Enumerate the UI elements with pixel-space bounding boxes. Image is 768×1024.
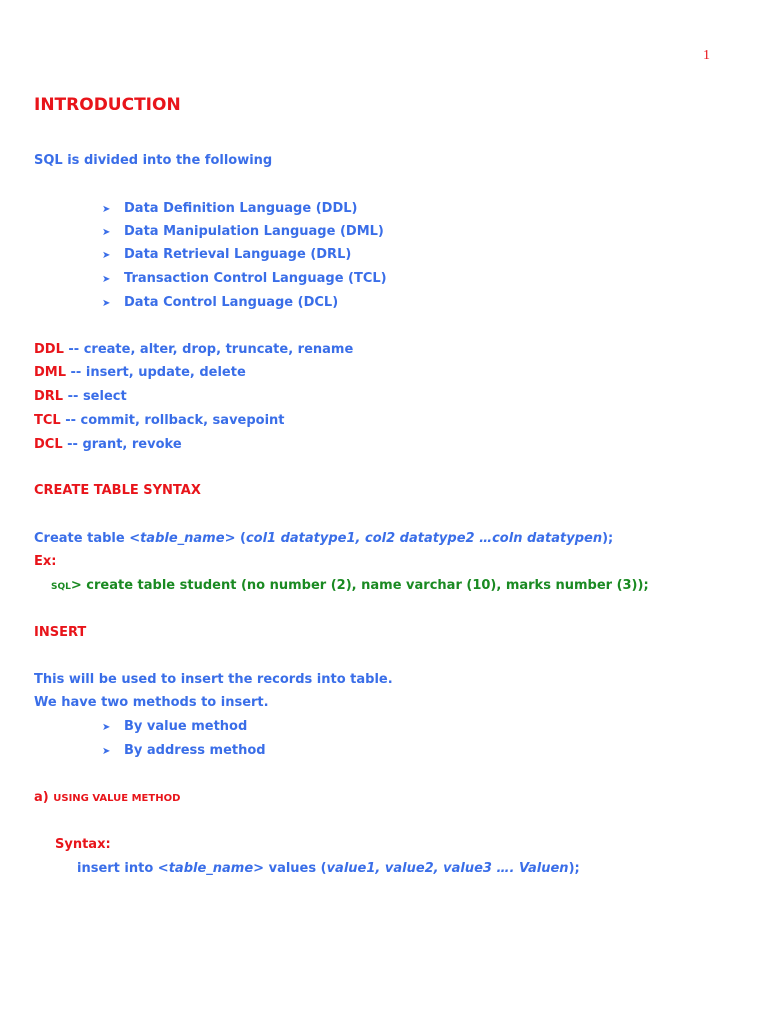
arrowhead-bullet-icon: ➤ [102,250,111,261]
intro-text: SQL is divided into the following [34,153,273,168]
syntax-placeholder: table_name [140,531,225,546]
insert-description-1: This will be used to insert the records into table. [34,672,393,687]
command-separator: -- [60,413,81,428]
syntax-text: Create table < [34,531,141,546]
command-separator: -- [66,365,86,380]
syntax-text: > values ( [253,861,327,876]
command-row [34,389,127,404]
language-item [102,247,351,262]
language-label: Transaction Control Language (TCL) [124,271,387,286]
sql-command: > create table student (no number (2), name varchar (10), marks number (3)); [70,578,649,593]
page-number: 1 [703,48,710,63]
command-abbr: DML [34,365,67,380]
method-item [102,743,266,758]
method-label: By value method [124,719,248,734]
command-list-text: grant, revoke [82,437,182,452]
example-command [51,578,649,593]
language-label: Data Definition Language (DDL) [124,201,358,216]
command-row [34,437,182,452]
language-label: Data Manipulation Language (DML) [124,224,384,239]
command-row [34,413,285,428]
language-item [102,295,338,310]
language-label: Data Control Language (DCL) [124,295,339,310]
create-table-heading: CREATE TABLE SYNTAX [34,483,201,498]
arrowhead-bullet-icon: ➤ [102,227,111,238]
command-list-text: insert, update, delete [85,365,246,380]
command-separator: -- [62,437,83,452]
create-table-syntax [34,531,613,546]
command-row [34,365,246,380]
syntax-text: ); [602,531,614,546]
syntax-placeholder: value1, value2, value3 …. Valuen [326,861,569,876]
command-list-text: select [82,389,127,404]
command-abbr: TCL [34,413,61,428]
insert-heading: INSERT [34,625,87,640]
language-label: Data Retrieval Language (DRL) [124,247,352,262]
language-item [102,201,357,216]
syntax-placeholder: col1 datatype1, col2 datatype2 …coln datatypen [245,531,603,546]
example-label: Ex: [34,554,57,569]
command-abbr: DCL [34,437,63,452]
arrowhead-bullet-icon: ➤ [102,722,111,733]
arrowhead-bullet-icon: ➤ [102,204,111,215]
insert-syntax [77,861,580,876]
language-item [102,224,384,239]
section-label: USING VALUE METHOD [53,793,181,804]
section-a-heading [34,790,180,805]
syntax-text: ); [568,861,580,876]
section-letter: a) [34,790,49,805]
method-label: By address method [124,743,266,758]
arrowhead-bullet-icon: ➤ [102,746,111,757]
syntax-placeholder: table_name [168,861,254,876]
syntax-label: Syntax: [55,837,111,852]
sql-prompt-prefix: SQL [51,582,71,592]
method-item [102,719,247,734]
page-title: INTRODUCTION [34,95,181,115]
command-abbr: DRL [34,389,64,404]
syntax-text: > ( [224,531,246,546]
language-item [102,271,387,286]
syntax-text: insert into < [77,861,169,876]
insert-description-2: We have two methods to insert. [34,695,269,710]
arrowhead-bullet-icon: ➤ [102,298,111,309]
command-separator: -- [63,389,83,404]
command-list-text: commit, rollback, savepoint [80,413,285,428]
command-separator: -- [63,342,84,357]
arrowhead-bullet-icon: ➤ [102,274,111,285]
command-list-text: create, alter, drop, truncate, rename [83,342,354,357]
command-row [34,342,353,357]
command-abbr: DDL [34,342,64,357]
